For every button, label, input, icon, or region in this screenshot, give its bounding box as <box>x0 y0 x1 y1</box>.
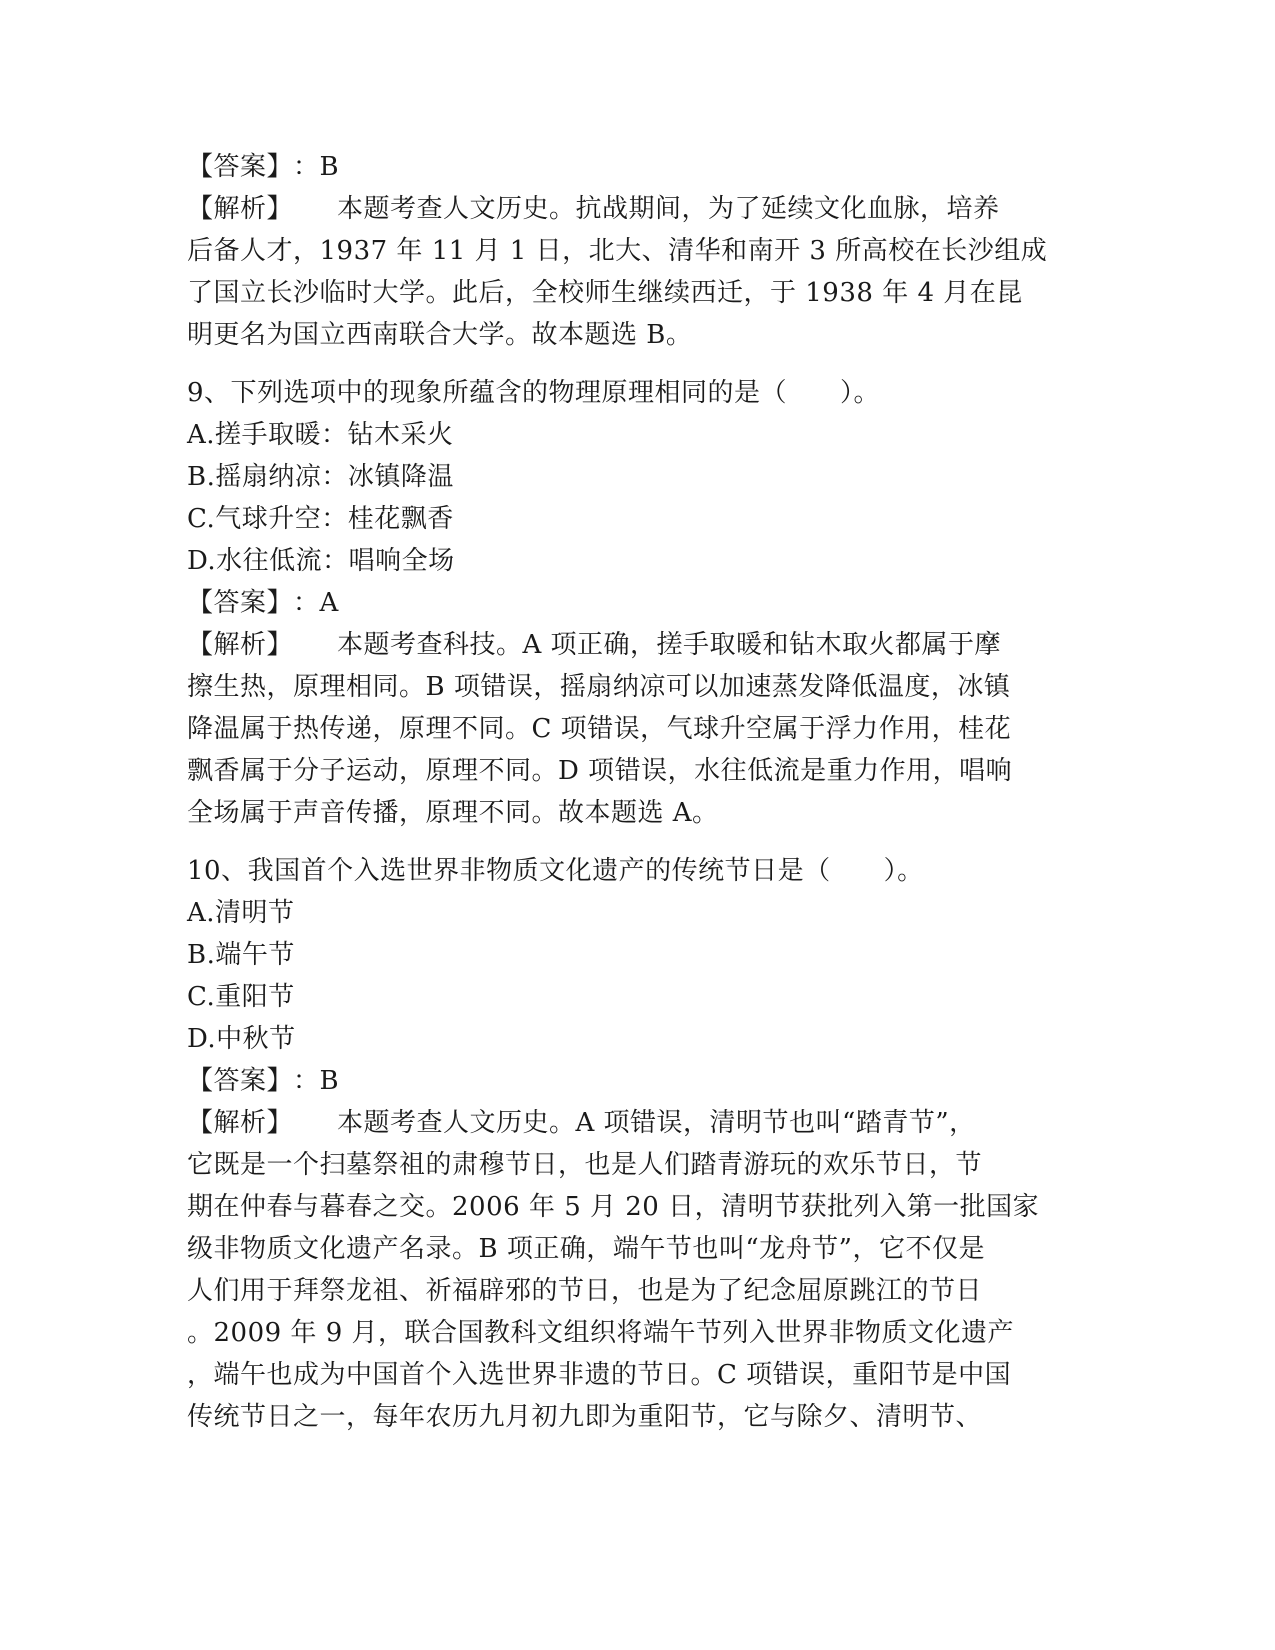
q10-analysis-line-1 <box>187 1102 1087 1144</box>
q8-analysis-line-4: 明更名为国立西南联合大学。故本题选 B。 <box>187 320 693 350</box>
analysis-label: 【解析】 <box>187 194 294 224</box>
q8-analysis-line-3: 了国立长沙临时大学。此后，全校师生继续西迁，于 1938 年 4 月在昆 <box>187 278 1023 308</box>
analysis-text: 本题考查人文历史。A 项错误，清明节也叫“踏青节”， <box>337 1108 976 1138</box>
q8-analysis-line-1 <box>187 188 1087 230</box>
q8-analysis-line-2: 后备人才，1937 年 11 月 1 日，北大、清华和南开 3 所高校在长沙组成 <box>187 236 1048 266</box>
q9-analysis-line-4: 飘香属于分子运动，原理不同。D 项错误，水往低流是重力作用，唱响 <box>187 756 1013 786</box>
q9-answer <box>187 582 1087 624</box>
q10-analysis-line-3: 期在仲春与暮春之交。2006 年 5 月 20 日，清明节获批列入第一批国家 <box>187 1192 1040 1222</box>
q10-analysis-line-5: 人们用于拜祭龙祖、祈福辟邪的节日，也是为了纪念屈原跳江的节日 <box>187 1276 983 1306</box>
answer-value: B <box>319 152 340 182</box>
q10-analysis-line-6: 。2009 年 9 月，联合国教科文组织将端午节列入世界非物质文化遗产 <box>187 1318 1015 1348</box>
q10-option-c: C.重阳节 <box>187 982 295 1012</box>
analysis-text: 本题考查人文历史。抗战期间，为了延续文化血脉，培养 <box>337 194 1000 224</box>
answer-value: A <box>319 588 339 618</box>
q8-answer <box>187 146 1087 188</box>
q9-analysis-line-5: 全场属于声音传播，原理不同。故本题选 A。 <box>187 798 719 828</box>
analysis-text: 本题考查科技。A 项正确，搓手取暖和钻木取火都属于摩 <box>337 630 1002 660</box>
analysis-label: 【解析】 <box>187 1108 294 1138</box>
q10-question: 10、我国首个入选世界非物质文化遗产的传统节日是（ ）。 <box>187 856 924 886</box>
q10-analysis-line-7: ，端午也成为中国首个入选世界非遗的节日。C 项错误，重阳节是中国 <box>187 1360 1012 1390</box>
answer-separator: ： <box>293 588 320 618</box>
q10-option-b: B.端午节 <box>187 940 295 970</box>
answer-label: 【答案】 <box>187 588 294 618</box>
q10-analysis-line-2: 它既是一个扫墓祭祖的肃穆节日，也是人们踏青游玩的欢乐节日，节 <box>187 1150 983 1180</box>
analysis-label: 【解析】 <box>187 630 294 660</box>
answer-value: B <box>319 1066 340 1096</box>
q9-analysis-line-1 <box>187 624 1087 666</box>
answer-separator: ： <box>293 1066 320 1096</box>
q10-answer <box>187 1060 1087 1102</box>
q9-option-a: A.搓手取暖：钻木采火 <box>187 420 454 450</box>
answer-label: 【答案】 <box>187 152 294 182</box>
q9-option-b: B.摇扇纳凉：冰镇降温 <box>187 462 454 492</box>
q9-option-d: D.水往低流：唱响全场 <box>187 546 455 576</box>
answer-label: 【答案】 <box>187 1066 294 1096</box>
answer-separator: ： <box>293 152 320 182</box>
q9-analysis-line-2: 擦生热，原理相同。B 项错误，摇扇纳凉可以加速蒸发降低温度，冰镇 <box>187 672 1011 702</box>
q10-analysis-line-4: 级非物质文化遗产名录。B 项正确，端午节也叫“龙舟节”，它不仅是 <box>187 1234 985 1264</box>
q10-analysis-line-8: 传统节日之一，每年农历九月初九即为重阳节，它与除夕、清明节、 <box>187 1402 983 1432</box>
q9-option-c: C.气球升空：桂花飘香 <box>187 504 454 534</box>
q9-question: 9、下列选项中的现象所蕴含的物理原理相同的是（ ）。 <box>187 378 881 408</box>
q10-option-a: A.清明节 <box>187 898 295 928</box>
document-page <box>187 146 1087 1438</box>
q9-analysis-line-3: 降温属于热传递，原理不同。C 项错误，气球升空属于浮力作用，桂花 <box>187 714 1012 744</box>
q10-option-d: D.中秋节 <box>187 1024 296 1054</box>
